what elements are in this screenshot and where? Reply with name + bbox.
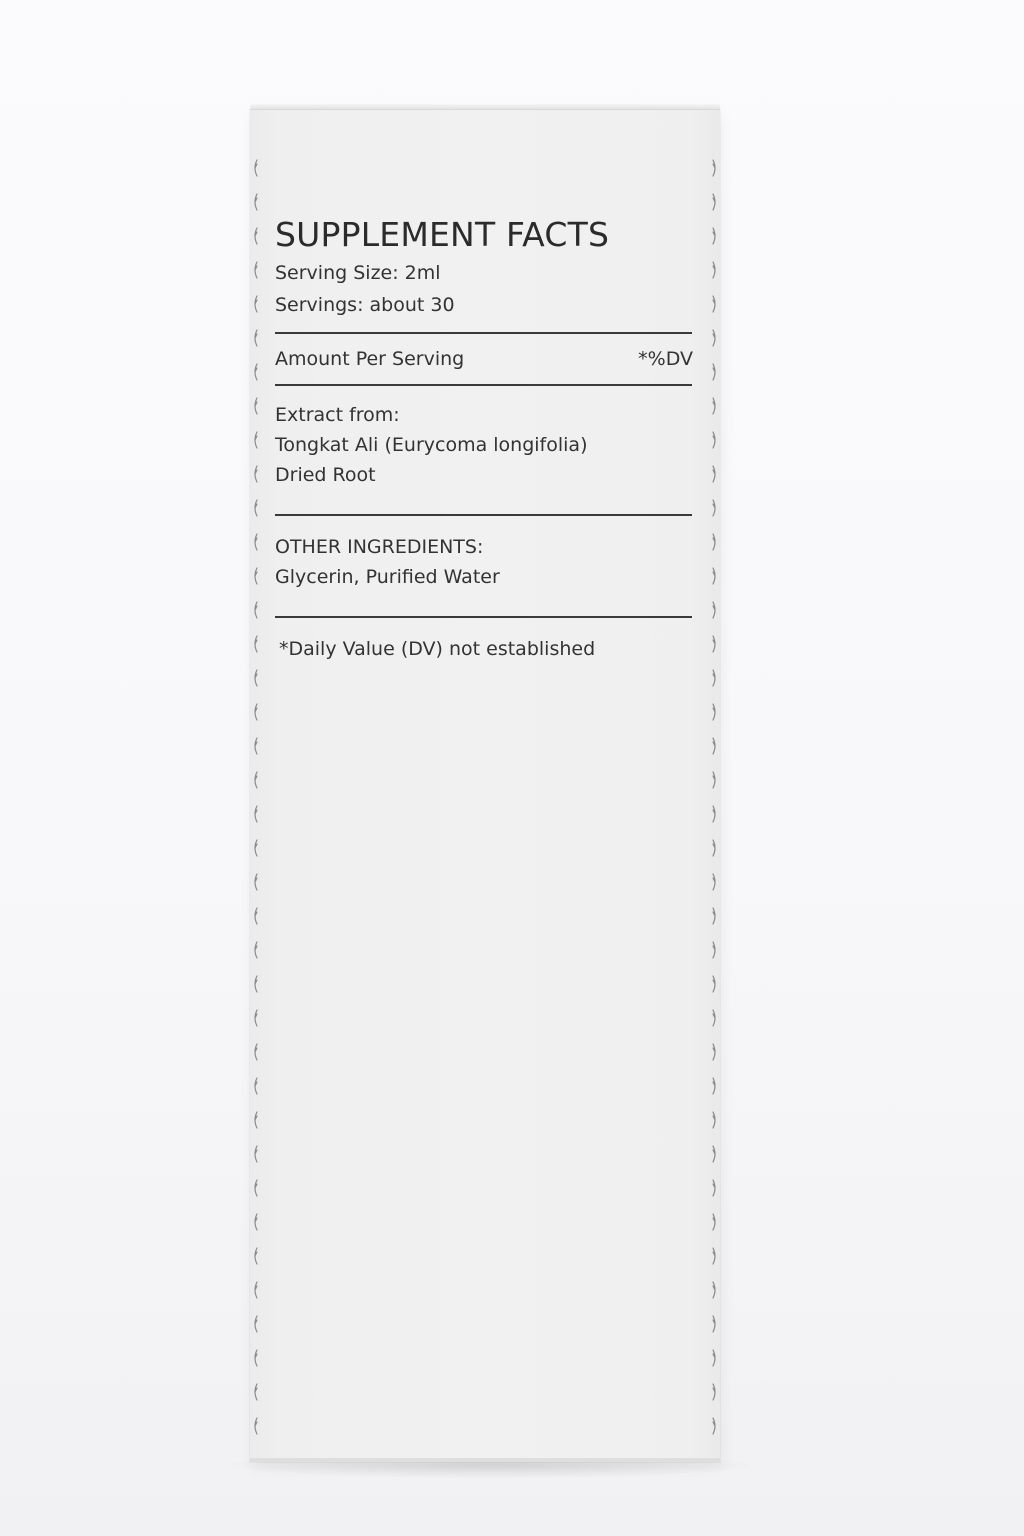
dv-header: *%DV [638, 348, 693, 370]
serving-size: Serving Size: 2ml [275, 262, 441, 284]
extract-line: Dried Root [275, 464, 376, 486]
supplement-facts-panel [275, 212, 693, 664]
amount-header-row [275, 344, 693, 374]
servings-count: Servings: about 30 [275, 294, 455, 316]
extract-line: Tongkat Ali (Eurycoma longifolia) [275, 434, 588, 456]
divider [275, 616, 692, 618]
divider [275, 514, 692, 516]
other-ingredients-heading: OTHER INGREDIENTS: [275, 536, 484, 558]
extract-section [275, 400, 693, 490]
leaf-pattern-icon [710, 150, 720, 1450]
supplement-facts-title: SUPPLEMENT FACTS [275, 215, 610, 254]
other-ingredients-list: Glycerin, Purified Water [275, 566, 500, 588]
extract-line: Extract from: [275, 404, 400, 426]
amount-per-serving-label: Amount Per Serving [275, 348, 465, 370]
box-bottom-edge [250, 1458, 720, 1462]
divider [275, 384, 692, 386]
other-ingredients-section [275, 532, 693, 592]
divider [275, 332, 692, 334]
daily-value-footnote: *Daily Value (DV) not established [279, 638, 596, 660]
leaf-pattern-icon [250, 150, 260, 1450]
